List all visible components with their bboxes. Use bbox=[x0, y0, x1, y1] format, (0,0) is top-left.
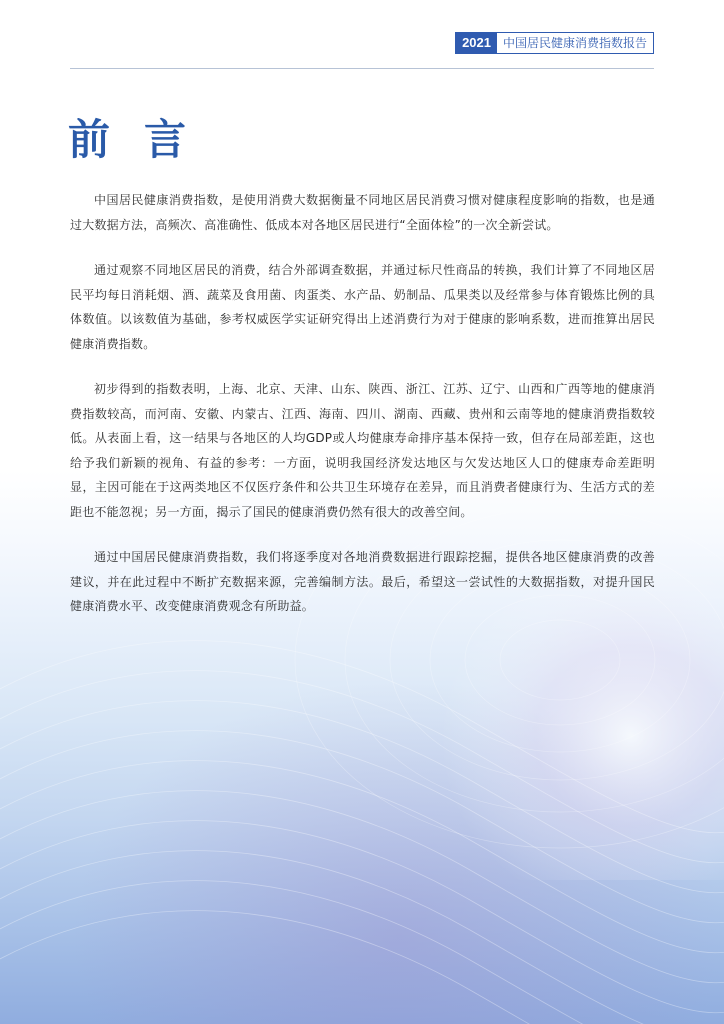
paragraph-4: 通过中国居民健康消费指数，我们将逐季度对各地消费数据进行跟踪挖掘，提供各地区健康消费的改善建议，并在此过程中不断扩充数据来源，完善编制方法。最后，希望这一尝试性的大数据指数，对提升国民健康消费水平、改变健康消费观念有所助益。 bbox=[70, 550, 655, 613]
report-title: 中国居民健康消费指数报告 bbox=[502, 36, 647, 50]
paragraph-1: 中国居民健康消费指数，是使用消费大数据衡量不同地区居民消费习惯对健康程度影响的指数，也是通过大数据方法，高频次、高准确性、低成本对各地区居民进行“全面体检”的一次全新尝试。 bbox=[70, 193, 655, 232]
header-divider bbox=[70, 68, 654, 69]
report-year: 2021 bbox=[456, 33, 497, 53]
report-header-badge bbox=[455, 32, 654, 54]
paragraph-3: 初步得到的指数表明，上海、北京、天津、山东、陕西、浙江、江苏、辽宁、山西和广西等地的健康消费指数较高，而河南、安徽、内蒙古、江西、海南、四川、湖南、西藏、贵州和云南等地的健康消费指数较低。从表面上看，这一结果与各地区的人均GDP或人均健康寿命排序基本保持一致，但存在局部差距，这也给予我们新颖的视角、有益的参考：一方面，说明我国经济发达地区与欠发达地区人口的健康寿命差距明显，主因可能在于这两类地区不仅医疗条件和公共卫生环境存在差异，而且消费者健康行为、生活方式的差距也不能忽视；另一方面，揭示了国民的健康消费仍然有很大的改善空间。 bbox=[70, 382, 655, 519]
page-title: 前言 bbox=[68, 115, 221, 164]
paragraph-2: 通过观察不同地区居民的消费，结合外部调查数据，并通过标尺性商品的转换，我们计算了不同地区居民平均每日消耗烟、酒、蔬菜及食用菌、肉蛋类、水产品、奶制品、瓜果类以及经常参与体育锻炼比例的具体数值。以该数值为基础，参考权威医学实证研究得出上述消费行为对于健康的影响系数，进而推算出居民健康消费指数。 bbox=[70, 263, 655, 351]
preface-body bbox=[70, 188, 655, 640]
